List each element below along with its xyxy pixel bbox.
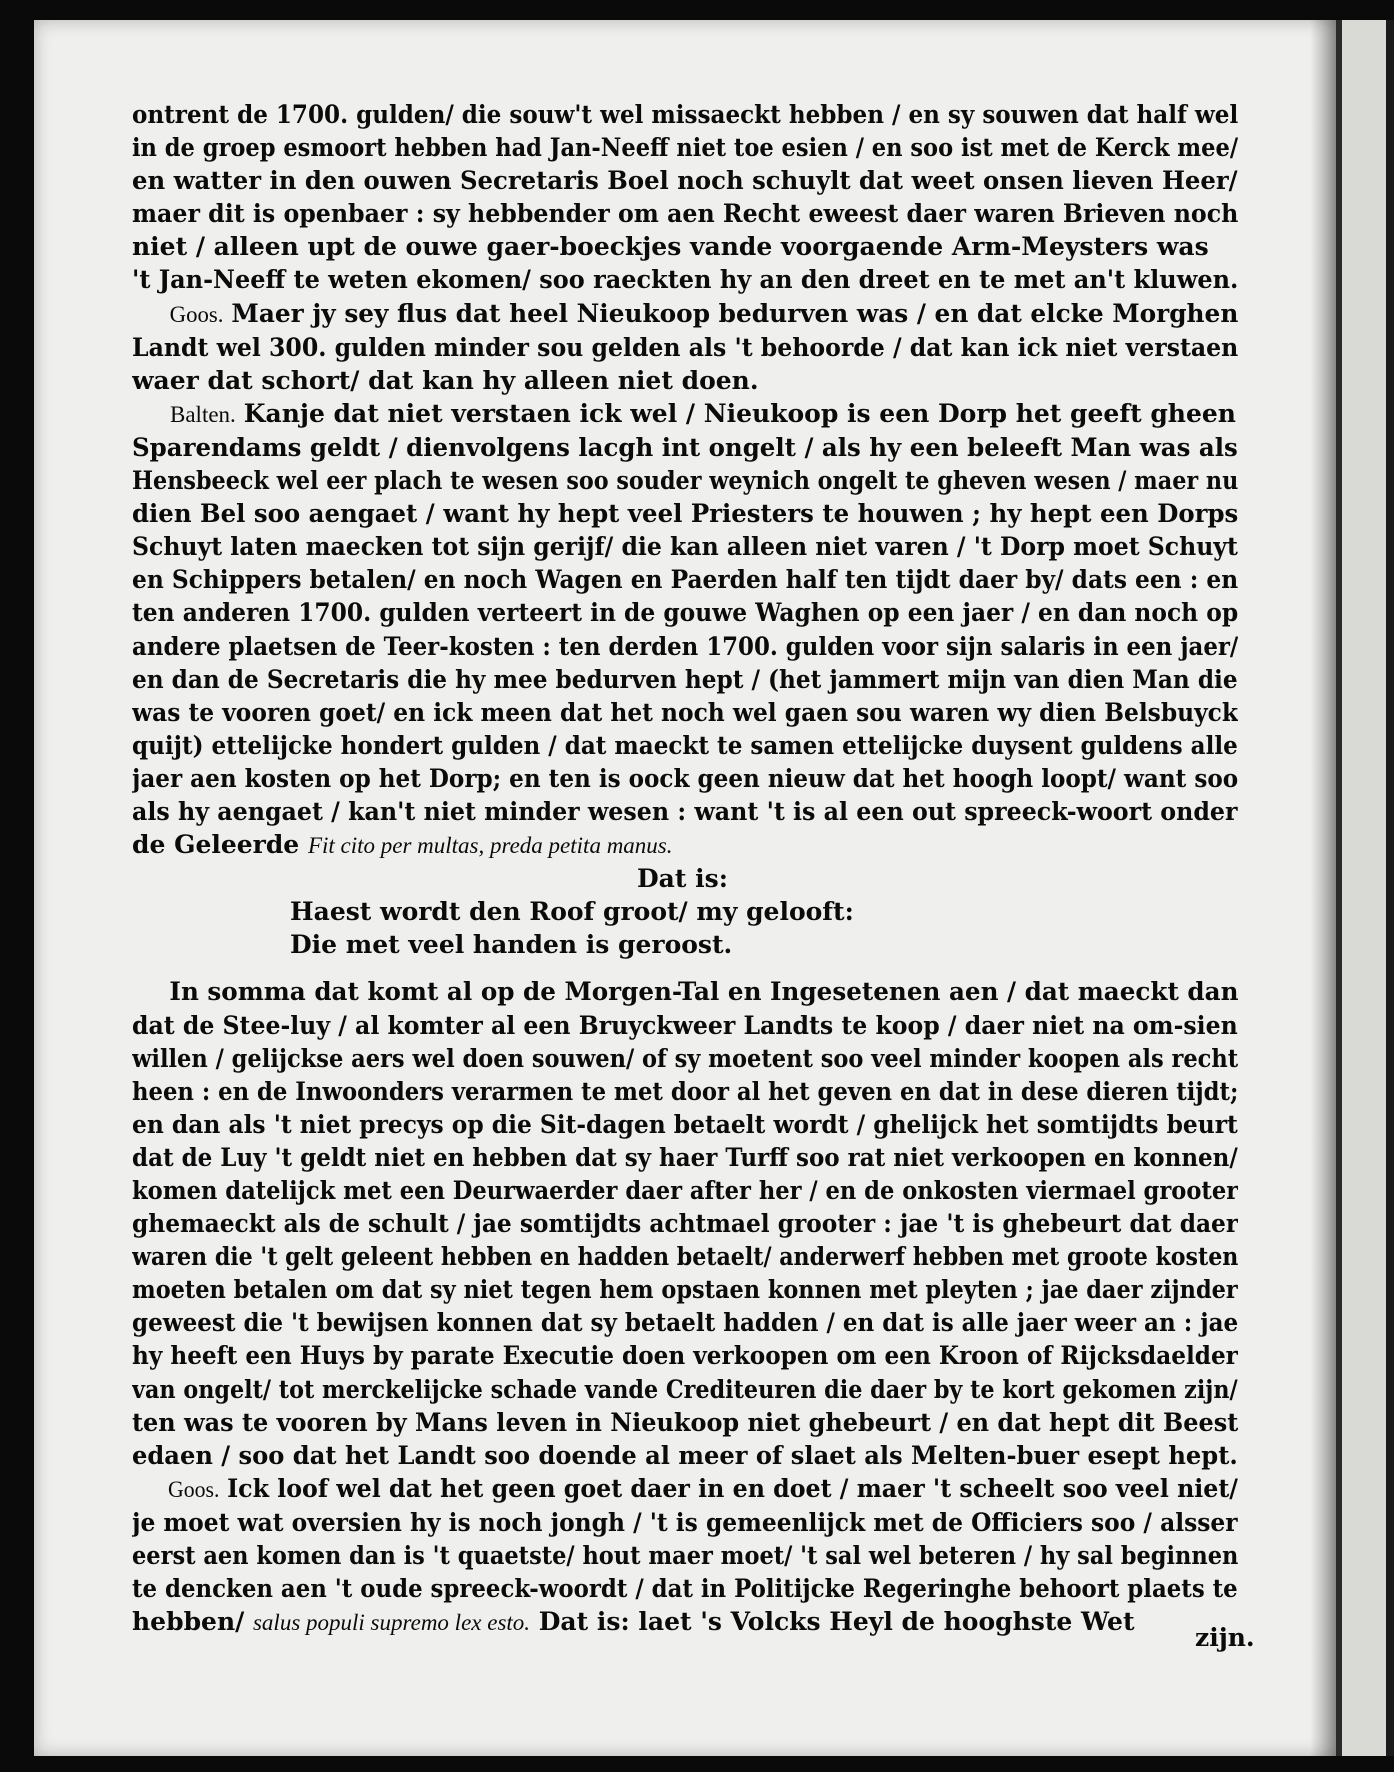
spacer [132, 961, 1238, 975]
verse-heading: Dat is: [637, 864, 728, 894]
text-line: In somma dat komt al op de Morgen-Tal en Ingesetenen aen / dat maeckt dan [169, 977, 1239, 1007]
text-line: eerst aen komen dan is 't quaetste/ hout maer moet/ 't sal wel beteren / hy sal beginnen [132, 1541, 1239, 1571]
speaker-name: Goos. [168, 1476, 220, 1502]
text-line [132, 1605, 1238, 1639]
verse-block [132, 862, 1238, 961]
text-line: je moet wat oversien hy is noch jongh / 't is gemeenlijck met de Officiers soo / alsser [132, 1507, 1238, 1537]
paragraph-goos-1 [132, 297, 1238, 397]
gutter-shadow [1310, 20, 1336, 1756]
text-line: Schuyt laten maecken tot sijn gerijf/ die kan alleen niet varen / 't Dorp moet Schuyt [132, 532, 1238, 562]
text-segment: hebben/ [132, 1607, 245, 1637]
text-segment: Maer jy sey flus dat heel Nieukoop bedurven was / en dat elcke Morghen [231, 298, 1238, 328]
paragraph-in-somma [132, 975, 1238, 1471]
text-line: edaen / soo dat het Landt soo doende al meer of slaet als Melten-buer esept hept. [132, 1440, 1238, 1470]
text-segment: Kanje dat niet verstaen ick wel / Nieukoop is een Dorp het geeft gheen [243, 398, 1236, 428]
text-line: heen : en de Inwoonders verarmen te met door al het geven en dat in dese dieren tijdt; [132, 1076, 1239, 1106]
text-line: 't Jan-Neeff te weten ekomen/ soo raeckten hy an den dreet en te met an't kluwen. [132, 265, 1238, 295]
paragraph-1 [132, 98, 1238, 297]
text-line: dat de Luy 't geldt niet en hebben dat sy haer Turff soo rat niet verkoopen en konnen/ [132, 1142, 1238, 1172]
page-text [132, 98, 1238, 1639]
text-line: ten was te vooren by Mans leven in Nieukoop niet ghebeurt / en dat hept dit Beest [132, 1407, 1239, 1437]
speaker-name: Goos. [169, 301, 224, 327]
text-line: ontrent de 1700. gulden/ die souw't wel missaeckt hebben / en sy souwen dat half wel [132, 100, 1238, 129]
paragraph-goos-2 [132, 1472, 1238, 1639]
text-segment: Dat is: laet 's Volcks Heyl de hooghste Wet [538, 1607, 1135, 1637]
text-line: dien Bel soo aengaet / want hy hept veel Priesters te houwen ; hy hept een Dorps [132, 499, 1238, 529]
text-line: en dan als 't niet precys op die Sit-dagen betaelt wordt / ghelijck het somtijdts beurt [132, 1109, 1238, 1139]
text-line [132, 297, 1238, 331]
text-line: en watter in den ouwen Secretaris Boel noch schuylt dat weet onsen lieven Heer/ [132, 166, 1238, 196]
text-line: waer dat schort/ dat kan hy alleen niet doen. [132, 365, 759, 395]
text-line: quijt) ettelijcke hondert gulden / dat maeckt te samen ettelijcke duysent guldens alle [132, 730, 1238, 760]
text-line: waren die 't gelt geleent hebben en hadden betaelt/ anderwerf hebben met groote kosten [132, 1242, 1239, 1272]
verse-line: Haest wordt den Roof groot/ my gelooft: [290, 897, 854, 927]
text-line [132, 1472, 1238, 1506]
text-line [132, 828, 1238, 862]
text-line: ghemaeckt als de schult / jae somtijdts achtmael grooter : jae 't is ghebeurt dat daer [132, 1209, 1239, 1239]
paragraph-balten [132, 397, 1238, 862]
text-line [132, 397, 1238, 431]
catchword: zijn. [1195, 1623, 1255, 1652]
text-line: dat de Stee-luy / al komter al een Bruyckweer Landts te koop / daer niet na om-sien [132, 1010, 1238, 1040]
text-line: hy heeft een Huys by parate Executie doen verkoopen om een Kroon of Rijcksdaelder [132, 1341, 1238, 1371]
text-line: in de groep esmoort hebben had Jan-Neeff niet toe esien / en soo ist met de Kerck mee/ [132, 133, 1239, 163]
text-line: niet / alleen upt de ouwe gaer-boeckjes vande voorgaende Arm-Meysters was [132, 232, 1209, 262]
text-segment: Ick loof wel dat het geen goet daer in en doet / maer 't scheelt soo veel niet/ [227, 1473, 1238, 1503]
verse-line: Die met veel handen is geroost. [290, 930, 733, 960]
text-line: en Schippers betalen/ en noch Wagen en Paerden half ten tijdt daer by/ dats een : en [132, 565, 1239, 595]
text-line: andere plaetsen de Teer-kosten : ten derden 1700. gulden voor sijn salaris in een jaer/ [132, 631, 1238, 661]
speaker-name: Balten. [170, 401, 236, 427]
text-line: ten anderen 1700. gulden verteert in de gouwe Waghen op een jaer / en dan noch op [132, 598, 1238, 628]
text-line: was te vooren goet/ en ick meen dat het noch wel gaen sou waren wy dien Belsbuyck [132, 697, 1238, 727]
latin-quote: Fit cito per multas, preda petita manus. [307, 833, 673, 859]
text-segment: de Geleerde [132, 830, 300, 860]
text-line: als hy aengaet / kan't niet minder wesen : want 't is al een out spreeck-woort onder [132, 796, 1238, 826]
adjacent-page-edge [1336, 20, 1394, 1756]
text-line: van ongelt/ tot merckelijcke schade vande Crediteuren die daer by te kort gekomen zijn/ [132, 1374, 1238, 1404]
text-line: maer dit is openbaer : sy hebbender om aen Recht eweest daer waren Brieven noch [132, 199, 1238, 229]
text-line: geweest die 't bewijsen konnen dat sy betaelt hadden / en dat is alle jaer weer an : jae [132, 1308, 1239, 1338]
text-line: te dencken aen 't oude spreeck-woordt / dat in Politijcke Regeringhe behoort plaets te [132, 1574, 1238, 1604]
text-line: komen datelijck met een Deurwaerder daer after her / en de onkosten viermael grooter [132, 1176, 1239, 1205]
text-line: jaer aen kosten op het Dorp; en ten is oock geen nieuw dat het hoogh loopt/ want soo [132, 763, 1238, 793]
text-line: willen / gelijckse aers wel doen souwen/ of sy moetent soo veel minder koopen als recht [132, 1043, 1239, 1073]
text-line: Sparendams geldt / dienvolgens lacgh int ongelt / als hy een beleeft Man was als [132, 432, 1238, 462]
text-line: Landt wel 300. gulden minder sou gelden als 't behoorde / dat kan ick niet verstaen [132, 332, 1239, 362]
text-line: Hensbeeck wel eer plach te wesen soo souder weynich ongelt te gheven wesen / maer nu [132, 466, 1238, 496]
text-line: moeten betalen om dat sy niet tegen hem opstaen konnen met pleyten ; jae daer zijnder [132, 1275, 1238, 1305]
text-line: en dan de Secretaris die hy mee bedurven hept / (het jammert mijn van dien Man die [132, 664, 1238, 694]
latin-quote: salus populi supremo lex esto. [252, 1610, 531, 1636]
